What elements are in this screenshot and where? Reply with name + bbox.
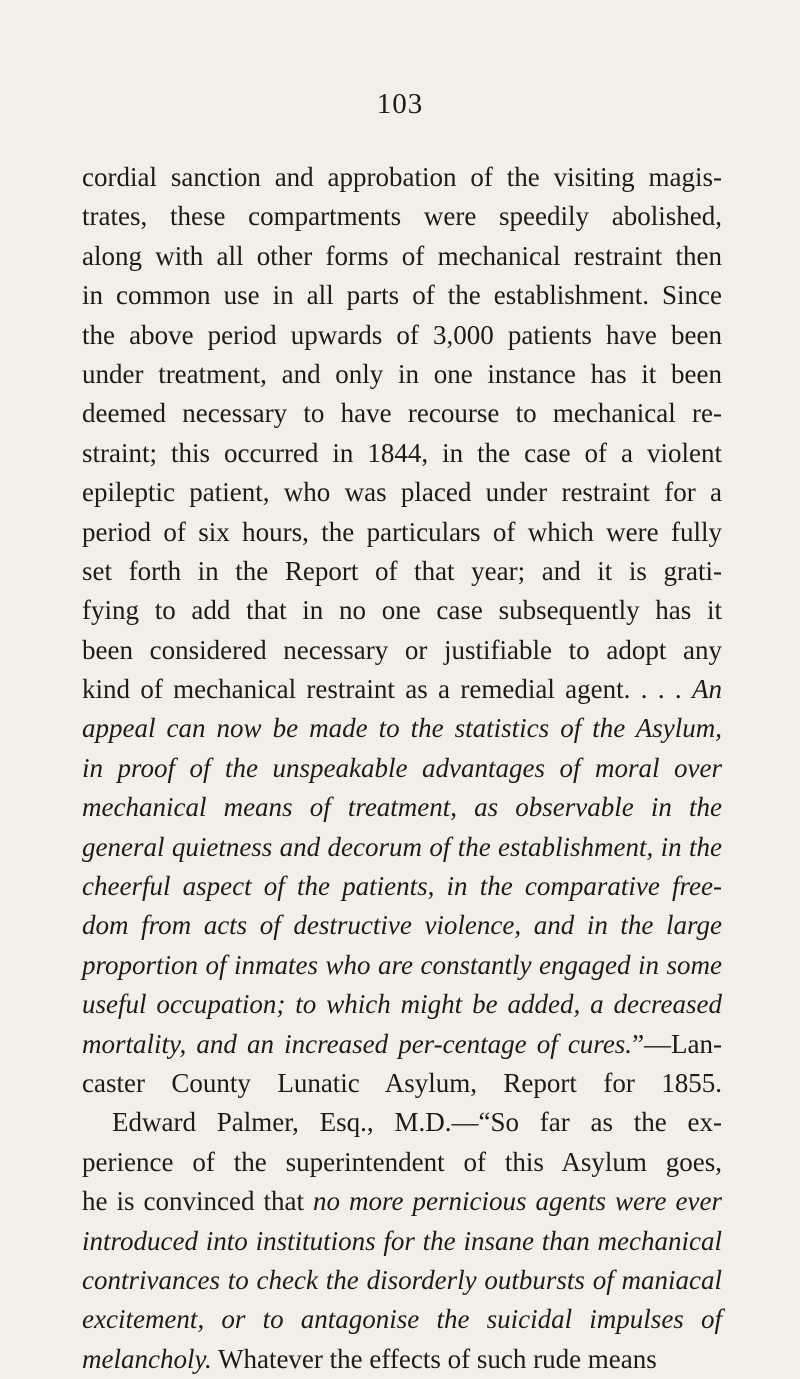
text-line-27-roman: he is convinced that <box>82 1186 313 1217</box>
text-line-23 <box>82 1025 722 1064</box>
text-line-21 <box>82 946 722 985</box>
text-line-2: trates, these compartments were speedily abolished, <box>82 201 722 232</box>
text-line-3: along with all other forms of mechanical restraint then <box>82 240 722 271</box>
quote-line: to antagonise the suicidal impulses of <box>262 1304 722 1335</box>
quote-line: useful occupation; to which might be added, a decreased <box>82 989 722 1020</box>
citation-start: ”—Lan- <box>632 1028 723 1059</box>
text-line-16 <box>82 749 722 788</box>
text-line-24: caster County Lunatic Asylum, Report for 1855. <box>82 1067 722 1098</box>
text-line-31-roman: Whatever the effects of such rude means <box>211 1343 657 1374</box>
quote-line: mechanical means of treatment, as observable in the <box>82 792 722 823</box>
text-line-30 <box>82 1300 722 1339</box>
quote-line: introduced into institutions for the insane than mechanical <box>82 1225 722 1256</box>
text-line-11: set forth in the Report of that year; and it is grati- <box>82 555 722 586</box>
quote-line: melancholy. <box>82 1343 212 1374</box>
text-line-29 <box>82 1261 722 1300</box>
text-line-8: straint; this occurred in 1844, in the case of a violent <box>82 437 722 468</box>
text-line-4: in common use in all parts of the establishment. Since <box>82 280 722 311</box>
text-line-7: deemed necessary to have recourse to mechanical re- <box>82 398 722 429</box>
quote-line: contrivances to check the disorderly outbursts of maniacal <box>82 1264 722 1295</box>
text-line-26: perience of the superintendent of this Asylum goes, <box>82 1146 722 1177</box>
text-line-14-italic: An <box>692 674 722 705</box>
quote-line: excitement <box>82 1304 198 1335</box>
page-number: 103 <box>376 88 424 120</box>
text-line-27 <box>82 1182 722 1221</box>
quote-line: in proof of the unspeakable advantages of moral over <box>82 752 722 783</box>
text-line-13: been considered necessary or justifiable to adopt any <box>82 634 722 665</box>
body-text <box>82 158 722 1379</box>
text-line-19 <box>82 867 722 906</box>
text-line-22 <box>82 985 722 1024</box>
quote-line: , or <box>197 1304 263 1335</box>
quote-line: proportion of inmates who are constantly engaged in some <box>82 949 722 980</box>
quote-line: dom from acts of destructive violence, and in the large <box>82 910 722 941</box>
text-line-1: cordial sanction and approbation of the visiting magis- <box>82 162 722 192</box>
text-line-18 <box>82 828 722 867</box>
quote-line: cheerful aspect of the patients, in the comparative free- <box>82 871 722 902</box>
text-line-20 <box>82 906 722 945</box>
quote-line: , <box>179 1028 197 1059</box>
text-line-12: fying to add that in no one case subsequently has it <box>82 595 722 626</box>
quote-line: appeal can now be made to the statistics of the Asylum, <box>82 713 722 744</box>
quote-line: and an increased per-centage of cures. <box>196 1028 633 1059</box>
text-line-27-italic: no more pernicious agents were ever <box>313 1186 722 1217</box>
text-line-14-roman: kind of mechanical restraint as a remedial agent. . . . <box>82 674 692 705</box>
text-line-28 <box>82 1222 722 1261</box>
text-line-6: under treatment, and only in one instance has it been <box>82 358 722 389</box>
text-line-25: Edward Palmer, Esq., M.D.—“So far as the ex- <box>112 1107 722 1138</box>
text-line-14 <box>82 670 722 709</box>
quote-line: general quietness and decorum of the establishment, in the <box>82 831 722 862</box>
quote-line: mortality <box>82 1028 180 1059</box>
text-line-17 <box>82 788 722 827</box>
text-line-10: period of six hours, the particulars of which were fully <box>82 516 722 547</box>
text-line-5: the above period upwards of 3,000 patients have been <box>82 319 722 350</box>
text-line-9: epileptic patient, who was placed under restraint for a <box>82 477 722 508</box>
text-line-15 <box>82 709 722 748</box>
text-line-31 <box>82 1340 722 1379</box>
